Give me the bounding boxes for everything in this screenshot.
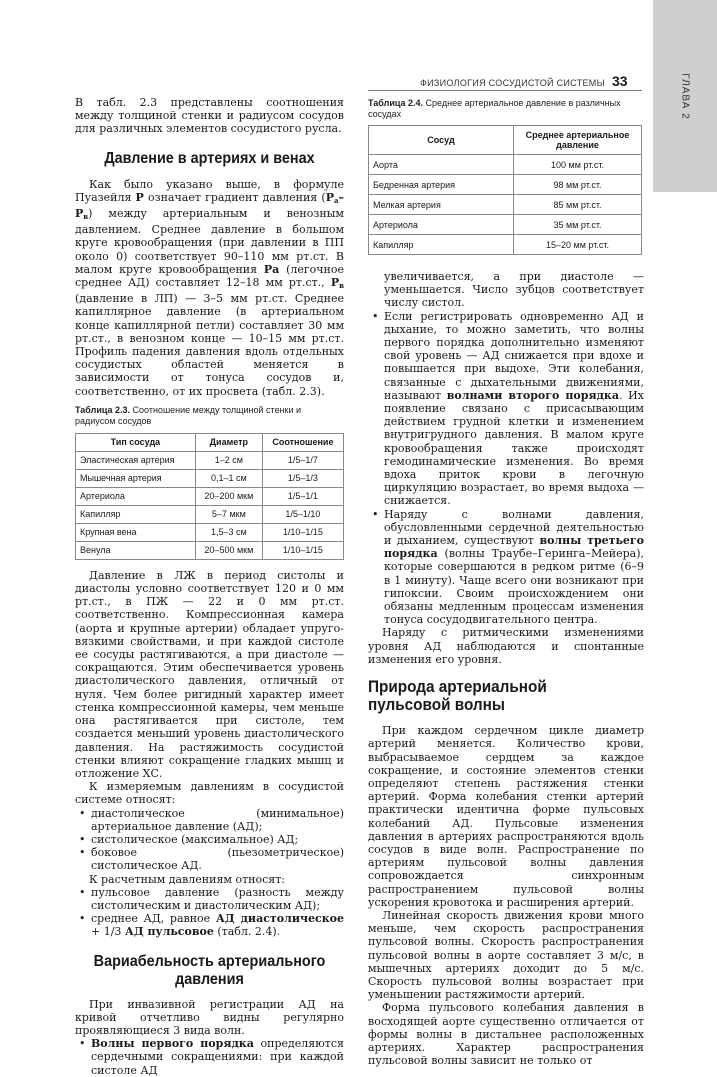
- chapter-tab-label: ГЛАВА 2: [679, 72, 691, 120]
- header-rule: [368, 90, 642, 91]
- table-cell: Артериола: [369, 215, 514, 235]
- table-header-cell: Тип сосуда: [76, 433, 196, 451]
- table-2-4-caption: Таблица 2.4. Среднее артериальное давление в различных сосудах: [368, 98, 621, 119]
- table-cell: Аорта: [369, 155, 514, 175]
- table-row: [76, 541, 344, 559]
- table-row: [369, 235, 642, 255]
- table-cell: Эластическая артерия: [76, 451, 196, 469]
- list-item: • систолическое (максимальное) АД;: [75, 833, 344, 846]
- paragraph-measured-intro: К измеряемым давлениям в сосудистой системе относят:: [75, 780, 344, 807]
- list-item: • среднее АД, равное АД диастолическое + 1/3 АД пульсовое (табл. 2.4).: [75, 912, 344, 938]
- right-column: [368, 270, 644, 1067]
- table-2-4-block: [368, 98, 642, 255]
- paragraph-pulse-3: Форма пульсового колебания давления в восходящей аорте существенно отличается от формы волны в дистальнее расположенных артериях. Характер распространения пульсовой волны зависит не только от: [368, 1001, 644, 1068]
- page-number: 33: [612, 73, 628, 89]
- table-cell: 1/5–1/7: [262, 451, 343, 469]
- paragraph-calculated-intro: К расчетным давлениям относят:: [89, 872, 286, 886]
- list-item: • пульсовое давление (разность между систолическим и диастолическим АД);: [75, 886, 344, 912]
- intro-paragraph: В табл. 2.3 представлены соотношения между толщиной стенки и радиусом сосудов для различных элементов сосудистого русла.: [75, 96, 344, 136]
- table-2-4: [368, 125, 642, 255]
- table-cell: 20–200 мкм: [195, 487, 262, 505]
- table-row: [76, 487, 344, 505]
- list-item: • боковое (пьезометрическое) систолическое АД.: [75, 846, 344, 872]
- table-cell: Артериола: [76, 487, 196, 505]
- paragraph-pulse-2: Линейная скорость движения крови много меньше, чем скорость распространения пульсовой волны. Скорость распространения пульсовой волны в аорте составляет 3 м/с, в мышечных артериях доходит до 5 м/с. Скорость пульсовой волны возрастает при уменьшении растяжимости артерий.: [368, 908, 644, 1002]
- table-cell: 1/10–1/15: [262, 523, 343, 541]
- table-cell: 100 мм рт.ст.: [514, 155, 642, 175]
- chapter-tab: [653, 0, 717, 192]
- list-item: • Если регистрировать одновременно АД и дыхание, то можно заметить, что волны первого порядка дополнительно изменяют свой уровень — АД снижается при вдохе и повышается при выдохе. Эти колебания, связанные с дыхательными движениями, называют волнами второго порядка. Их появление связано с присасывающим действием грудной клетки и изменением внутригрудного давления. В малом круге кровообращения также происходят гемодинамические изменения. Во время вдоха приток крови в легочную циркуляцию возрастает, во время выдоха — снижается.: [368, 310, 644, 508]
- table-cell: 1/10–1/15: [262, 541, 343, 559]
- table-header-cell: Сосуд: [369, 126, 514, 155]
- table-cell: 35 мм рт.ст.: [514, 215, 642, 235]
- table-cell: 15–20 мм рт.ст.: [514, 235, 642, 255]
- table-cell: Мышечная артерия: [76, 469, 196, 487]
- table-row: [369, 195, 642, 215]
- running-title: ФИЗИОЛОГИЯ СОСУДИСТОЙ СИСТЕМЫ: [420, 78, 605, 88]
- list-item: • диастолическое (минимальное) артериальное давление (АД);: [75, 807, 344, 833]
- table-cell: 1–2 см: [195, 451, 262, 469]
- table-cell: 20–500 мкм: [195, 541, 262, 559]
- table-cell: 85 мм рт.ст.: [514, 195, 642, 215]
- measured-pressure-list: [75, 807, 344, 873]
- table-cell: 1/5–1/10: [262, 505, 343, 523]
- calculated-pressure-list: [75, 886, 344, 939]
- table-row: [76, 505, 344, 523]
- table-cell: 0,1–1 см: [195, 469, 262, 487]
- table-row: [76, 523, 344, 541]
- table-cell: 98 мм рт.ст.: [514, 175, 642, 195]
- table-row: [76, 451, 344, 469]
- table-cell: Капилляр: [76, 505, 196, 523]
- paragraph-poiseuille: Как было указано выше, в формуле Пуазейля P означает градиент давления $(P_а-P_в)$ между артериальным и венозным давлением. Среднее давление в большом круге кровообращения (при давлении в ПП около 0) соответствует 90–110 мм рт.ст. В малом круге кровообращения Ра (легочное среднее АД) составляет 12–18 мм рт.ст., $P_в$ (давление в ЛП) — 3–5 мм рт.ст. Среднее капиллярное давление (в артериальном конце капиллярной петли) составляет 30 мм рт.ст., в венозном конце — 10–15 мм рт.ст. Профиль падения давления вдоль отдельных сосудистых областей меняется в зависимости от тонуса сосудов и, соответственно, от их просвета (табл. 2.3).: [75, 177, 345, 398]
- left-column: [75, 96, 344, 1077]
- table-header-row: [76, 433, 344, 451]
- table-row: [369, 155, 642, 175]
- table-header-cell: Диаметр: [195, 433, 262, 451]
- table-header-row: [369, 126, 642, 155]
- table-2-3: [75, 433, 344, 560]
- table-cell: Бедренная артерия: [369, 175, 514, 195]
- table-row: [76, 469, 344, 487]
- waves-list-cont: [368, 310, 644, 627]
- table-cell: 1,5–3 см: [195, 523, 262, 541]
- list-item: • Наряду с волнами давления, обусловленными сердечной деятельностью и дыханием, существуют волны третьего порядка (волны Траубе–Геринга–Мейера), которые совершаются в редком ритме (6–9 в 1 минуту). Чаще всего они возникают при гипоксии. Своим происхождением они обязаны медленным процессам изменения тонуса сосудодвигательного центра.: [368, 508, 644, 627]
- section-heading-variability: Вариабельность артериального давления: [93, 952, 326, 988]
- table-2-3-caption: Таблица 2.3. Соотношение между толщиной стенки и радиусом сосудов: [75, 404, 302, 426]
- table-cell: Мелкая артерия: [369, 195, 514, 215]
- paragraph-first-order-cont: увеличивается, а при диастоле — уменьшается. Число зубцов соответствует числу систол.: [384, 270, 644, 310]
- paragraph-lv-pressure: Давление в ЛЖ в период систолы и диастолы условно соответствует 120 и 0 мм рт.ст., в ПЖ — 22 и 0 мм рт.ст. соответственно. Компрессионная камера (аорта и крупные артерии) обладает упруго-вязкими свойствами, и при каждой систоле ее сосуды растягиваются, а при диастоле — сокращаются. Этим обеспечивается уровень диастолического давления, отличный от нуля. Чем более ригидный характер имеет стенка компрессионной камеры, чем меньше она растягивается при систоле, тем создается меньший уровень диастолического давления. На растяжимость сосудистой стенки влияют сокращение гладких мышц и отложение ХС.: [75, 568, 344, 780]
- table-cell: Капилляр: [369, 235, 514, 255]
- list-item: • Волны первого порядка определяются сердечными сокращениями: при каждой систоле АД: [75, 1037, 344, 1077]
- section-heading-pulse-wave: Природа артериальной пульсовой волны: [368, 677, 547, 715]
- table-header-cell: Среднее артериальное давление: [514, 126, 642, 155]
- table-cell: 1/5–1/1: [262, 487, 343, 505]
- paragraph-waves-intro: При инвазивной регистрации АД на кривой отчетливо видны регулярно проявляющиеся 3 вида волн.: [75, 997, 344, 1037]
- waves-list: [75, 1037, 344, 1077]
- table-row: [369, 175, 642, 195]
- table-cell: 1/5–1/3: [262, 469, 343, 487]
- paragraph-pulse-1: При каждом сердечном цикле диаметр артерий меняется. Количество крови, выбрасываемое сердцем за каждое сокращение, и состояние элементов стенки определяют степень растяжения стенки артерий. Форма колебания стенки артерий практически идентична форме пульсовых колебаний АД. Пульсовые изменения давления в артериях распространяются вдоль сосудов в виде волн. Распространение по артериям пульсовой волны давления сопровождается синхронным распространением пульсовой волны ускорения кровотока и расширения артерий.: [368, 724, 644, 909]
- table-cell: 5–7 мкм: [195, 505, 262, 523]
- paragraph-spontaneous: Наряду с ритмическими изменениями уровня АД наблюдаются и спонтанные изменения его уровня.: [368, 626, 644, 666]
- table-cell: Венула: [76, 541, 196, 559]
- table-header-cell: Соотношение: [262, 433, 343, 451]
- table-row: [369, 215, 642, 235]
- section-heading-arteries-veins: Давление в артериях и венах: [104, 149, 315, 167]
- table-cell: Крупная вена: [76, 523, 196, 541]
